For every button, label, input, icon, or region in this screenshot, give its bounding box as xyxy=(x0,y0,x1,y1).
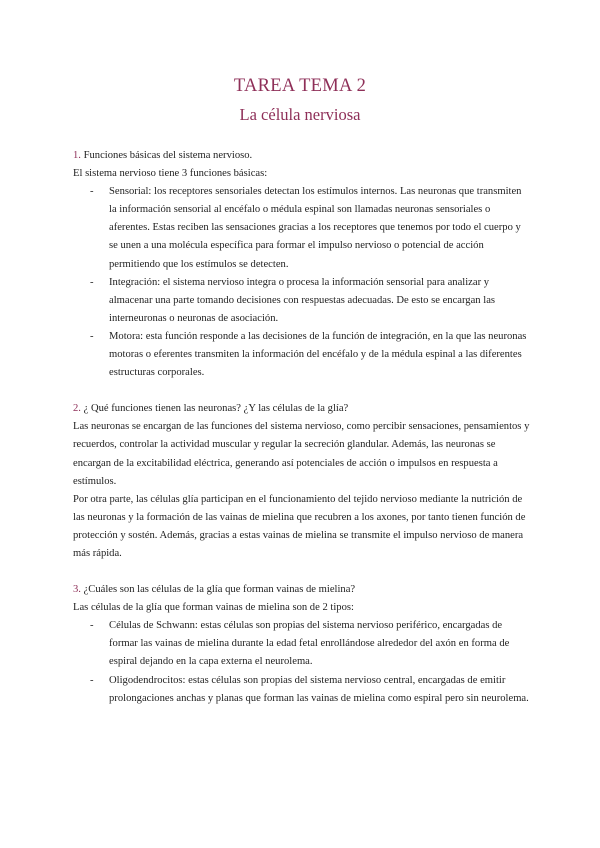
section-question: Funciones básicas del sistema nervioso. xyxy=(80,150,253,161)
list-item xyxy=(73,274,531,328)
section-number: 2. xyxy=(73,403,81,415)
document-body xyxy=(73,147,531,726)
list-item-text: Sensorial: los receptores sensoriales detectan los estímulos internos. Las neuronas que transmiten la información sensorial al encéfalo o médula espinal son llamadas neuronas sensoriales o aferentes. Estas reciben las sensaciones gracias a los receptores que tenemos por todo el cuerpo y se unen a una molécula específica para formar el impulso nervioso o potencial de acción permitiendo que los estímulos se detecten. xyxy=(109,186,522,270)
section-question: ¿ Qué funciones tienen las neuronas? ¿Y las células de la glía? xyxy=(80,403,349,415)
page-title: TAREA TEMA 2 xyxy=(233,76,367,96)
list-item xyxy=(73,617,531,671)
paragraph: Por otra parte, las células glía participan en el funcionamiento del tejido nervioso mediante la nutrición de las neuronas y la formación de las vainas de mielina que recubren a los axones, por tanto tienen función de protección y sostén. Además, gracias a estas vainas de mielina se transmite el impulso nervioso de manera más rápida. xyxy=(73,493,526,559)
list-item xyxy=(73,672,531,708)
section-intro: El sistema nervioso tiene 3 funciones básicas: xyxy=(73,168,268,180)
bullet-marker: - xyxy=(90,276,94,288)
list-item-text: Células de Schwann: estas células son propias del sistema nervioso periférico, encargadas de formar las vainas de mielina durante la edad fetal enrollándose alrededor del axón en forma de espiral dejando en la capa externa el neurolema. xyxy=(109,620,510,668)
section-number: 3. xyxy=(73,584,81,596)
bullet-marker: - xyxy=(90,330,94,342)
bullet-marker: - xyxy=(90,620,94,632)
list-item-text: Integración: el sistema nervioso integra o procesa la información sensorial para analizar y almacenar una parte tomando decisiones con respuestas adecuadas. De esto se encargan las interneuronas o neuronas de asociación. xyxy=(109,276,496,324)
bullet-list xyxy=(73,617,531,707)
list-item xyxy=(73,328,531,382)
list-item-text: Motora: esta función responde a las decisiones de la función de integración, en la que las neuronas motoras o eferentes transmiten la información del encéfalo y de la médula espinal a las diferentes estructuras corporales. xyxy=(109,330,527,379)
bullet-list xyxy=(73,183,531,382)
section-intro: Las células de la glía que forman vainas de mielina son de 2 tipos: xyxy=(73,602,354,614)
list-item-text: Oligodendrocitos: estas células son propias del sistema nervioso central, encargadas de emitir prolongaciones anchas y planas que forman las vainas de mielina como espiral pero sin neurolema. xyxy=(109,674,529,704)
section-2 xyxy=(73,400,531,563)
list-item xyxy=(73,183,531,273)
bullet-marker: - xyxy=(90,674,94,686)
section-number: 1. xyxy=(73,150,81,161)
section-3 xyxy=(73,581,531,708)
paragraph: Las neuronas se encargan de las funciones del sistema nervioso, como percibir sensaciones, pensamientos y recuerdos, controlar la actividad muscular y regular la secreción glandular. Además, las neuronas se encargan de la excitabilidad eléctrica, generando así potenciales de acción o impulsos en respuesta a estímulos. xyxy=(73,421,530,487)
page-subtitle: La célula nerviosa xyxy=(239,105,361,124)
section-heading xyxy=(73,400,531,418)
section-heading xyxy=(73,581,531,599)
section-heading xyxy=(73,147,531,165)
section-question: ¿Cuáles son las células de la glía que forman vainas de mielina? xyxy=(80,584,356,596)
bullet-marker: - xyxy=(90,186,94,198)
section-1 xyxy=(73,147,531,382)
